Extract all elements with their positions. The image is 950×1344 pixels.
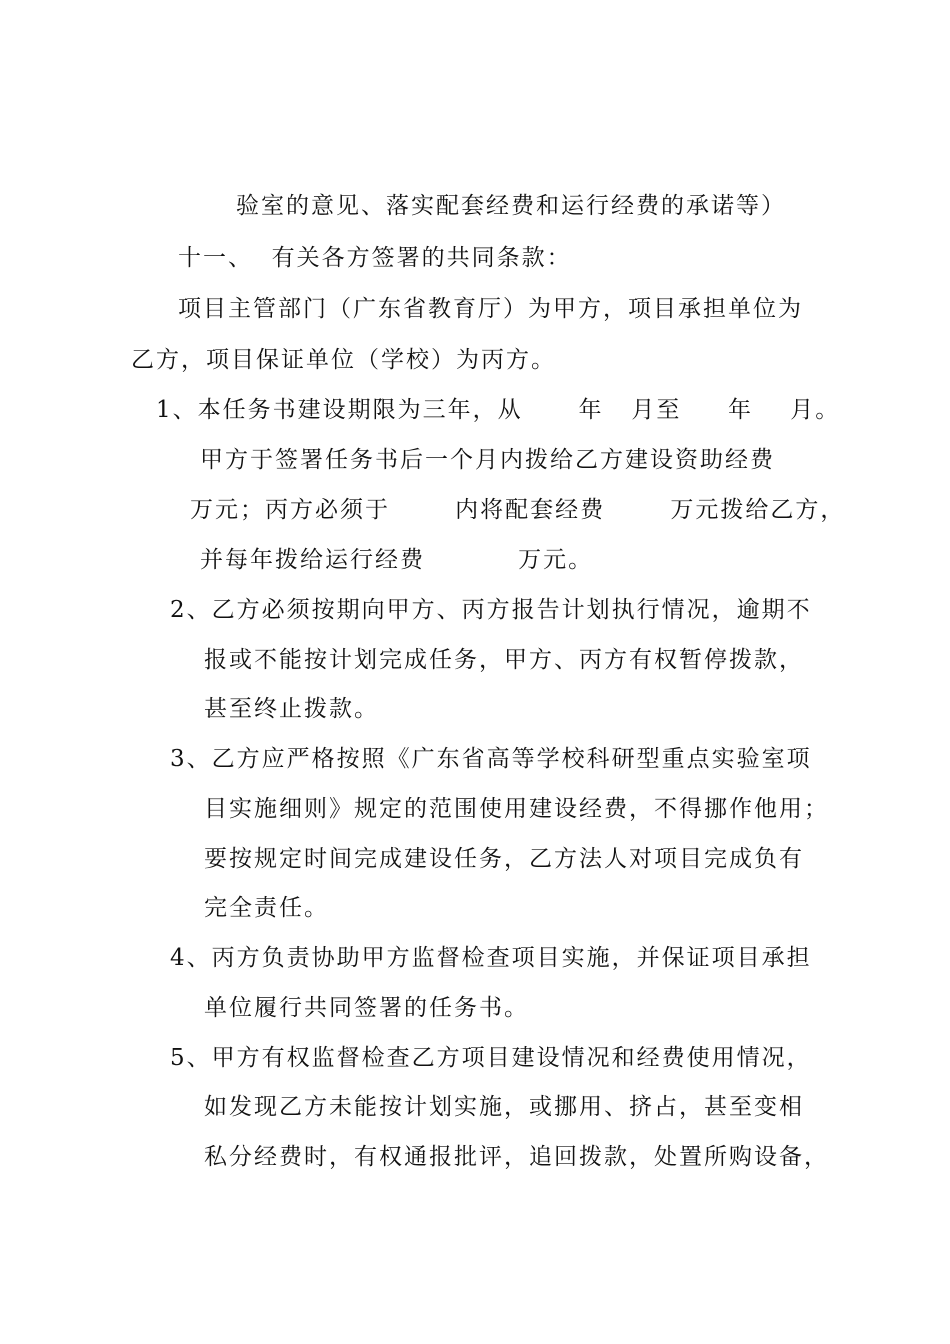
clause-3-line-3: 要按规定时间完成建设任务，乙方法人对项目完成负有 <box>204 846 804 872</box>
section-heading-eleven: 十一、 有关各方签署的共同条款： <box>178 245 572 271</box>
clause-5-line-1: 5、甲方有权监督检查乙方项目建设情况和经费使用情况， <box>170 1045 812 1071</box>
clause-1-line-3: 万元；丙方必须于 内将配套经费 万元拨给乙方， <box>190 497 846 523</box>
clause-2-line-1: 2、乙方必须按期向甲方、丙方报告计划执行情况，逾期不 <box>170 597 812 623</box>
clause-3-line-1: 3、乙方应严格按照《广东省高等学校科研型重点实验室项 <box>170 746 812 772</box>
text-line-4: 乙方，项目保证单位（学校）为丙方。 <box>131 347 556 373</box>
clause-1-line-1: 1、本任务书建设期限为三年，从 年 月至 年 月。 <box>156 397 841 423</box>
clause-1-line-4: 并每年拨给运行经费 万元。 <box>200 547 594 573</box>
clause-4-line-2: 单位履行共同签署的任务书。 <box>204 995 529 1021</box>
clause-3-line-2: 目实施细则》规定的范围使用建设经费，不得挪作他用； <box>204 796 829 822</box>
clause-5-line-3: 私分经费时，有权通报批评，追回拨款，处置所购设备， <box>204 1144 829 1170</box>
clause-4-line-1: 4、丙方负责协助甲方监督检查项目实施，并保证项目承担 <box>170 945 812 971</box>
clause-3-line-4: 完全责任。 <box>204 895 329 921</box>
clause-2-line-2: 报或不能按计划完成任务，甲方、丙方有权暂停拨款， <box>204 647 804 673</box>
text-line-3: 项目主管部门（广东省教育厅）为甲方，项目承担单位为 <box>178 296 803 322</box>
text-line-1: 验室的意见、落实配套经费和运行经费的承诺等） <box>236 193 786 219</box>
clause-2-line-3: 甚至终止拨款。 <box>204 696 379 722</box>
clause-1-line-2: 甲方于签署任务书后一个月内拨给乙方建设资助经费 <box>200 447 775 473</box>
clause-5-line-2: 如发现乙方未能按计划实施，或挪用、挤占，甚至变相 <box>204 1094 804 1120</box>
